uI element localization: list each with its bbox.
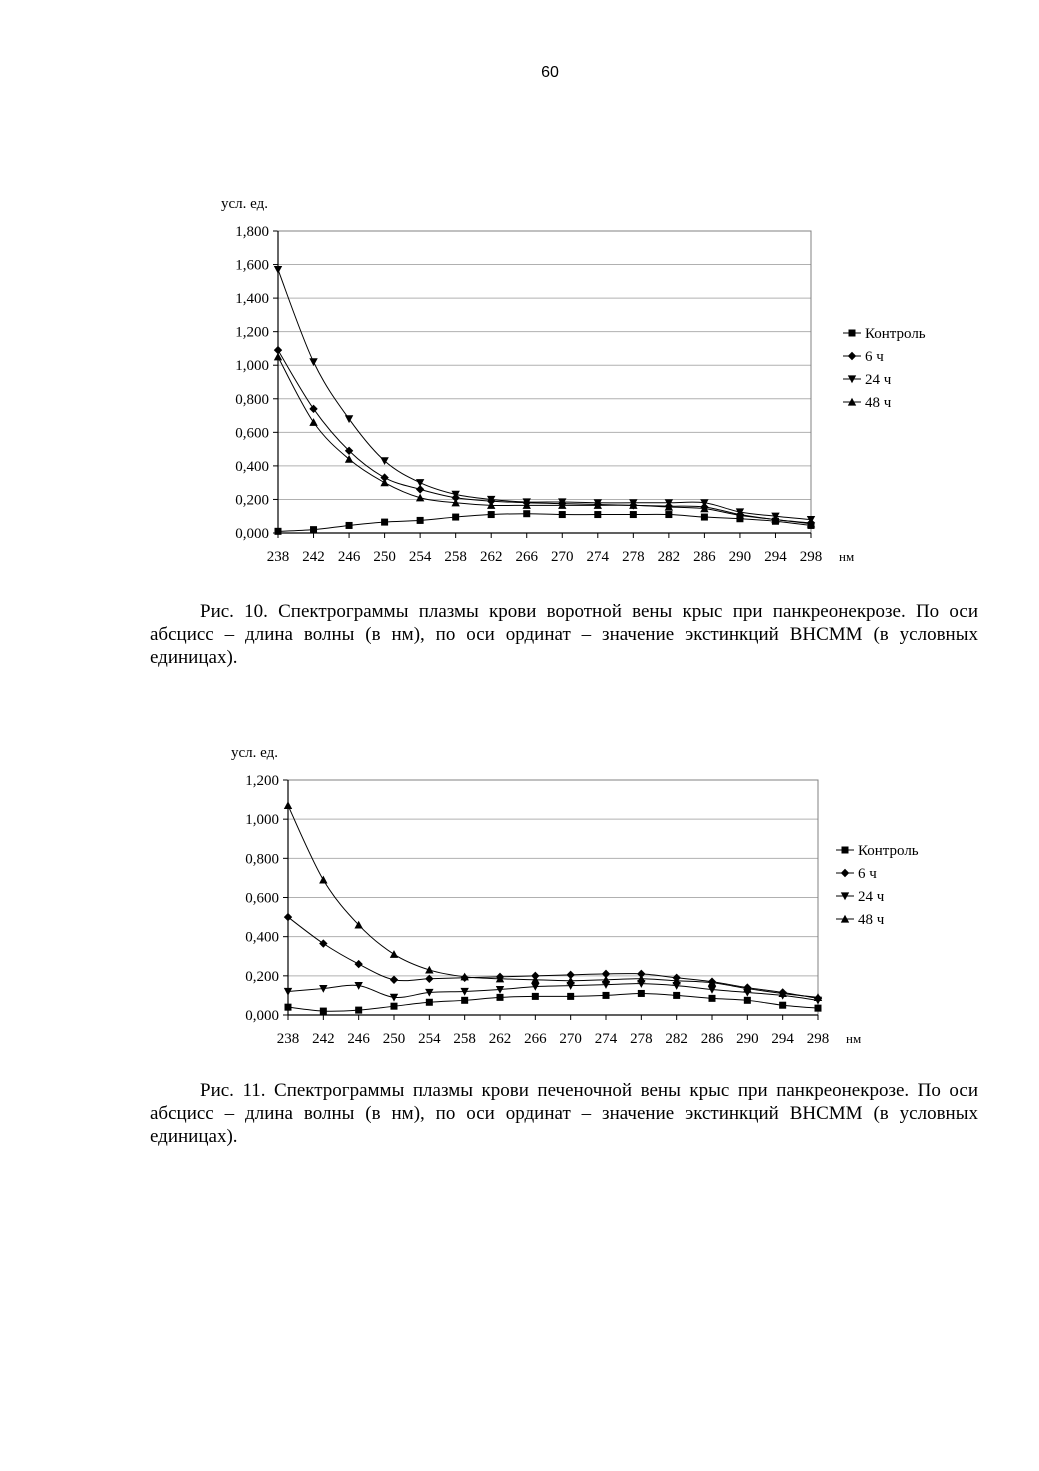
data-point <box>779 1002 786 1009</box>
x-tick-label: 294 <box>771 1031 794 1047</box>
data-point <box>594 511 601 518</box>
data-point <box>567 993 574 1000</box>
data-point <box>391 1003 398 1010</box>
series-line <box>278 270 811 520</box>
x-tick-label: 266 <box>524 1031 547 1047</box>
data-point <box>744 997 751 1004</box>
x-tick-label: 286 <box>700 1031 724 1047</box>
data-point <box>310 526 317 533</box>
page-number: 60 <box>541 64 559 81</box>
data-point <box>559 511 566 518</box>
figure-10-caption: Рис. 10. Спектрограммы плазмы крови воротной вены крыс при панкреонекрозе. По оси абсцисс – длина волны (в нм), по оси ординат – значение экстинкций ВНСММ (в условных единицах). <box>150 601 978 668</box>
data-point <box>523 510 530 517</box>
y-tick-label: 1,000 <box>235 358 269 375</box>
data-point <box>319 939 327 947</box>
data-point <box>284 913 292 921</box>
data-point <box>630 511 637 518</box>
data-point <box>815 1005 822 1012</box>
data-point <box>274 353 282 361</box>
y-axis-label: усл. ед. <box>221 196 268 212</box>
data-point <box>285 1004 292 1011</box>
x-tick-label: 274 <box>586 549 610 565</box>
legend-label: 48 ч <box>865 395 892 411</box>
x-tick-label: 238 <box>276 1031 300 1047</box>
legend-label: 24 ч <box>865 372 892 388</box>
x-tick-label: 258 <box>453 1031 476 1047</box>
y-tick-label: 0,200 <box>245 968 279 985</box>
x-tick-label: 286 <box>693 549 716 565</box>
legend-item <box>836 912 885 928</box>
legend-marker <box>849 330 856 337</box>
data-point <box>390 950 398 958</box>
y-tick-label: 0,000 <box>245 1008 279 1024</box>
y-tick-label: 1,200 <box>235 324 269 341</box>
legend-item <box>836 866 877 882</box>
data-point <box>284 801 292 809</box>
x-tick-label: 254 <box>408 549 432 565</box>
data-point <box>638 990 645 997</box>
x-tick-label: 262 <box>488 1031 512 1047</box>
x-tick-label: 254 <box>418 1031 441 1047</box>
data-point <box>381 519 388 526</box>
x-tick-label: 270 <box>559 1031 582 1047</box>
y-tick-label: 0,600 <box>245 890 279 907</box>
data-point <box>488 511 495 518</box>
figure-11-caption: Рис. 11. Спектрограммы плазмы крови печеночной вены крыс при панкреонекрозе. По оси абсцисс – длина волны (в нм), по оси ординат – значение экстинкций ВНСММ (в условных единицах). <box>150 1080 978 1147</box>
y-tick-label: 1,000 <box>245 812 279 829</box>
data-point <box>461 997 468 1004</box>
data-point <box>274 266 282 274</box>
data-point <box>320 1008 327 1015</box>
series-line <box>278 357 811 524</box>
data-point <box>416 494 424 502</box>
legend-label: 6 ч <box>865 349 884 365</box>
data-point <box>425 966 433 974</box>
data-point <box>426 999 433 1006</box>
data-point <box>673 992 680 999</box>
y-tick-label: 0,200 <box>235 492 269 509</box>
x-tick-label: 294 <box>764 549 787 565</box>
data-point <box>345 415 353 423</box>
y-tick-label: 1,200 <box>245 773 279 789</box>
x-tick-label: 246 <box>347 1031 370 1047</box>
y-tick-label: 0,800 <box>245 851 279 868</box>
legend-marker <box>842 847 849 854</box>
data-point <box>319 876 327 884</box>
series-3 <box>284 801 822 1001</box>
data-point <box>603 992 610 999</box>
x-tick-label: 282 <box>665 1031 688 1047</box>
data-point <box>275 528 282 535</box>
x-tick-label: 242 <box>312 1031 335 1047</box>
y-tick-label: 1,600 <box>235 257 269 274</box>
y-axis-label: усл. ед. <box>231 745 278 761</box>
series-0 <box>285 990 822 1015</box>
data-point <box>346 522 353 529</box>
series-1 <box>284 913 822 1003</box>
data-point <box>390 976 398 984</box>
legend-item <box>843 372 892 388</box>
x-tick-label: 258 <box>444 549 467 565</box>
x-tick-label: 278 <box>630 1031 653 1047</box>
x-tick-label: 246 <box>337 549 361 565</box>
data-point <box>497 994 504 1001</box>
figure-11-chart <box>0 730 1039 1060</box>
plot-area <box>278 231 811 533</box>
y-tick-label: 0,400 <box>245 929 279 946</box>
data-point <box>355 1007 362 1014</box>
legend-label: Контроль <box>858 843 919 859</box>
series-2 <box>274 266 815 524</box>
x-tick-label: 298 <box>799 549 823 565</box>
data-point <box>309 418 317 426</box>
series-1 <box>274 346 815 527</box>
data-point <box>701 514 708 521</box>
data-point <box>417 517 424 524</box>
y-tick-label: 1,400 <box>235 291 269 308</box>
x-tick-label: 262 <box>479 549 503 565</box>
y-tick-label: 0,000 <box>235 526 269 542</box>
x-tick-label: 290 <box>736 1031 759 1047</box>
x-tick-label: 270 <box>551 549 574 565</box>
data-point <box>354 960 362 968</box>
data-point <box>416 479 424 487</box>
legend-label: 48 ч <box>858 912 885 928</box>
x-tick-label: 274 <box>594 1031 618 1047</box>
data-point <box>452 514 459 521</box>
x-tick-label: 290 <box>728 549 752 565</box>
x-tick-label: 282 <box>657 549 681 565</box>
series-line <box>288 993 818 1011</box>
legend-label: Контроль <box>865 326 926 342</box>
x-tick-label: 250 <box>373 549 396 565</box>
data-point <box>532 993 539 1000</box>
data-point <box>665 511 672 518</box>
x-tick-label: 238 <box>266 549 290 565</box>
x-tick-label: 266 <box>515 549 538 565</box>
y-tick-label: 0,600 <box>235 425 269 442</box>
x-axis-label: нм <box>839 549 855 564</box>
series-line <box>278 514 811 532</box>
x-tick-label: 242 <box>302 549 325 565</box>
legend-item <box>836 889 885 905</box>
legend-label: 6 ч <box>858 866 877 882</box>
legend-item <box>843 326 926 342</box>
data-point <box>309 405 317 413</box>
series-3 <box>274 353 815 528</box>
y-tick-label: 0,800 <box>235 391 269 408</box>
series-2 <box>284 980 822 1004</box>
legend-item <box>836 843 919 859</box>
series-line <box>278 350 811 523</box>
y-tick-label: 0,400 <box>235 458 269 475</box>
x-axis-label: нм <box>846 1031 862 1046</box>
x-tick-label: 278 <box>622 549 645 565</box>
y-tick-label: 1,800 <box>235 224 269 240</box>
legend-marker <box>848 352 856 360</box>
figure-10-chart <box>0 180 1039 580</box>
x-tick-label: 298 <box>806 1031 830 1047</box>
data-point <box>284 988 292 996</box>
legend-item <box>843 395 892 411</box>
legend-item <box>843 349 884 365</box>
x-tick-label: 250 <box>382 1031 406 1047</box>
data-point <box>709 995 716 1002</box>
legend-marker <box>841 869 849 877</box>
legend-label: 24 ч <box>858 889 885 905</box>
